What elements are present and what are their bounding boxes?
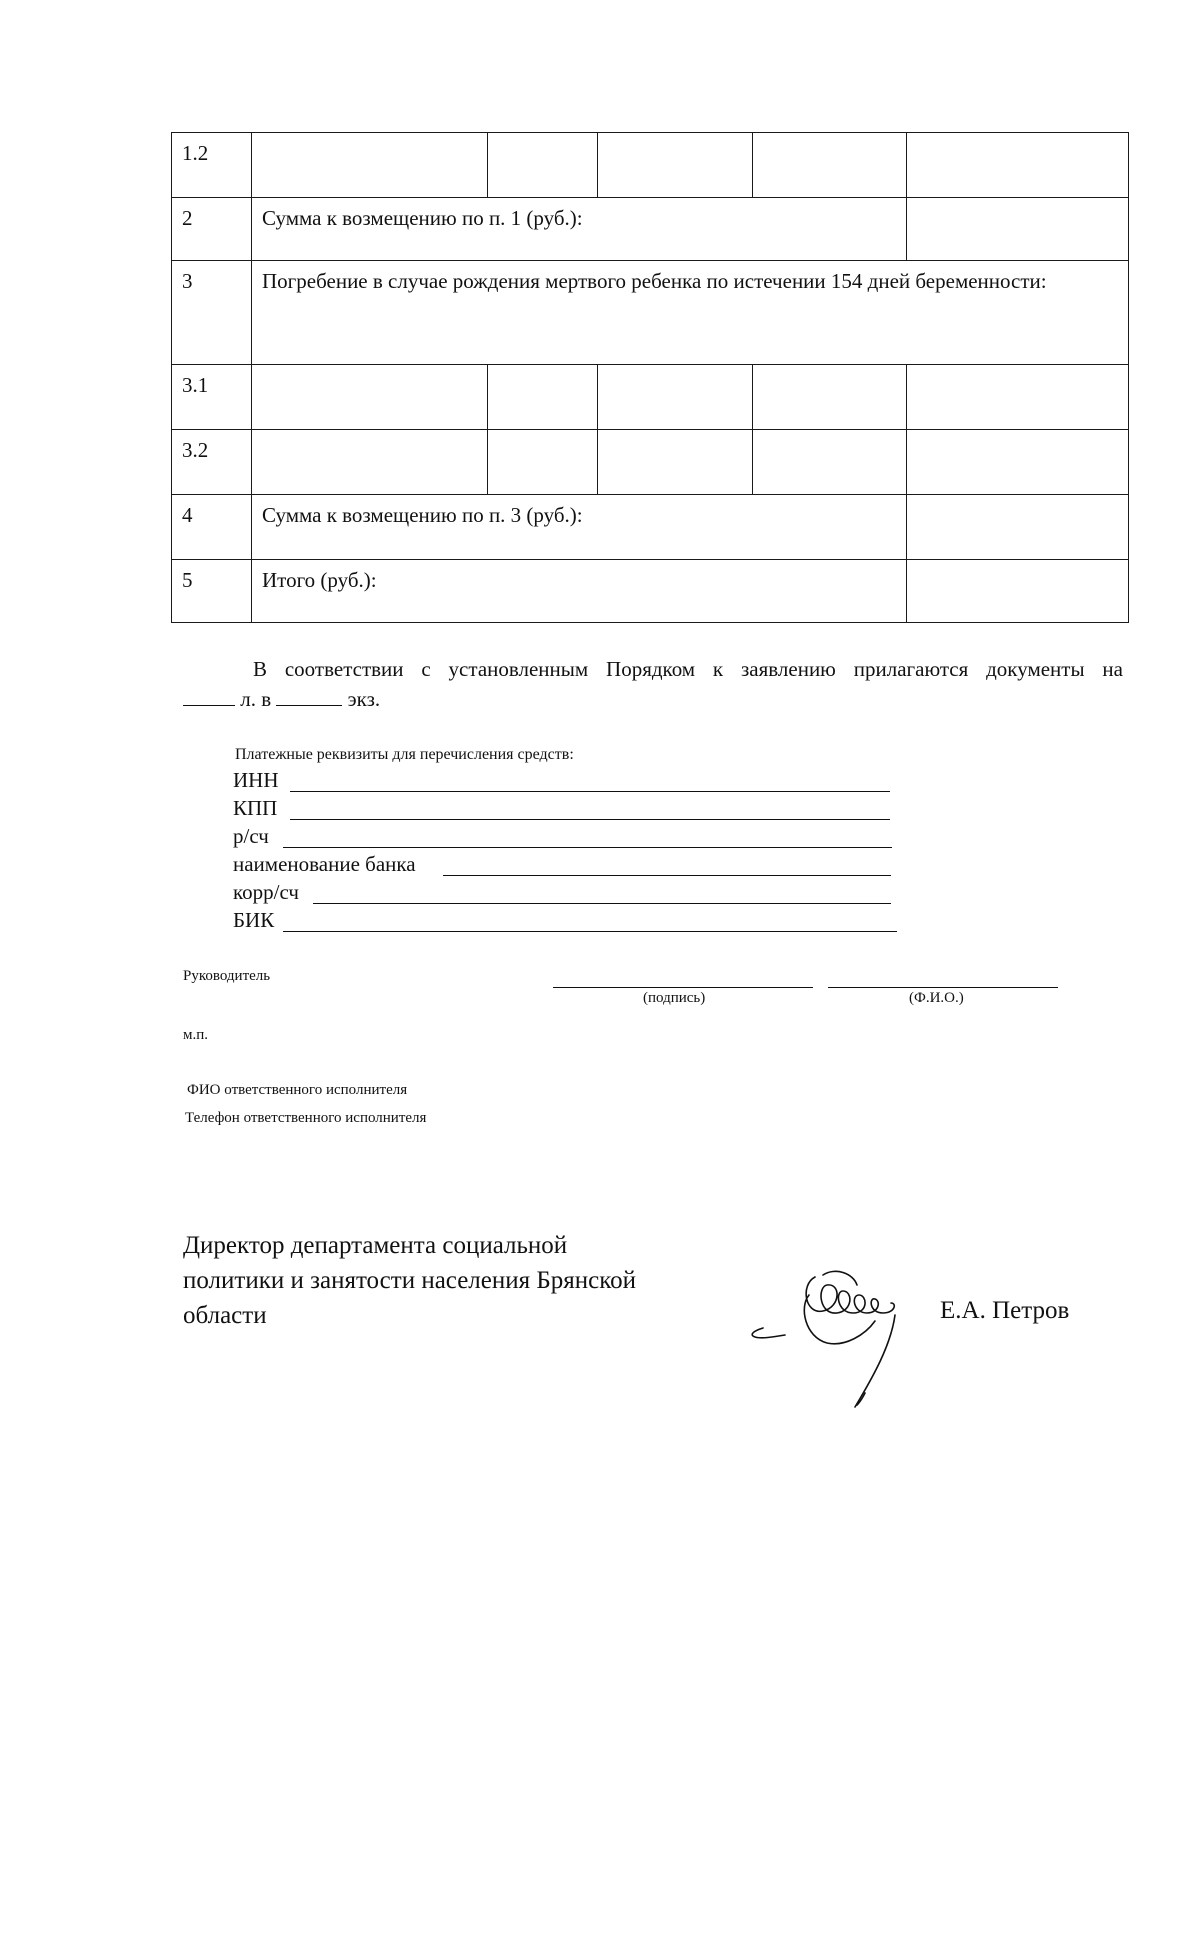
table-cell[interactable] <box>252 430 488 495</box>
head-name-field[interactable] <box>828 987 1058 988</box>
row-number: 5 <box>172 560 252 623</box>
row-description: Сумма к возмещению по п. 3 (руб.): <box>252 495 907 560</box>
table-row <box>172 198 1129 261</box>
director-title: Директор департамента социальной политики и занятости населения Брянской области <box>183 1232 636 1329</box>
bik-field[interactable] <box>283 931 897 932</box>
seal-label: м.п. <box>183 1027 209 1043</box>
table-cell[interactable] <box>907 430 1129 495</box>
signature-caption: (подпись) <box>643 990 706 1006</box>
row-description: Погребение в случае рождения мертвого ребенка по истечении 154 дней беременности: <box>252 261 1129 365</box>
table-cell[interactable] <box>252 365 488 430</box>
inn-label: ИНН <box>233 768 279 792</box>
bank-field[interactable] <box>443 875 891 876</box>
corr-account-field[interactable] <box>313 903 891 904</box>
table-row <box>172 261 1129 365</box>
table-cell[interactable] <box>753 133 907 198</box>
account-label: р/сч <box>233 824 269 848</box>
table-cell[interactable] <box>598 133 753 198</box>
row-number: 3.2 <box>172 430 252 495</box>
sheets-label: л. в <box>240 687 272 711</box>
corr-account-label: корр/сч <box>233 880 299 904</box>
table-row <box>172 430 1129 495</box>
signature-stroke <box>752 1328 785 1338</box>
reimbursement-table <box>171 132 1129 623</box>
row-number: 3.1 <box>172 365 252 430</box>
table-row <box>172 133 1129 198</box>
copies-count-field[interactable] <box>276 704 342 706</box>
director-name: Е.А. Петров <box>940 1297 1070 1324</box>
head-label: Руководитель <box>183 968 271 984</box>
kpp-label: КПП <box>233 796 278 820</box>
table-cell[interactable] <box>488 133 598 198</box>
documents-line-2 <box>183 684 1123 714</box>
row-number: 1.2 <box>172 133 252 198</box>
table-row <box>172 560 1129 623</box>
head-signature-field[interactable] <box>553 987 813 988</box>
name-caption: (Ф.И.О.) <box>909 990 964 1006</box>
table-cell[interactable] <box>488 430 598 495</box>
bank-label: наименование банка <box>233 852 416 876</box>
table-cell[interactable] <box>598 365 753 430</box>
executor-phone-label: Телефон ответственного исполнителя <box>185 1110 427 1126</box>
table-row <box>172 495 1129 560</box>
inn-field[interactable] <box>290 791 890 792</box>
table-cell[interactable] <box>488 365 598 430</box>
row-number: 2 <box>172 198 252 261</box>
payment-caption: Платежные реквизиты для перечисления средств: <box>235 746 574 763</box>
handwritten-signature <box>745 1255 945 1415</box>
row-number: 3 <box>172 261 252 365</box>
amount-cell[interactable] <box>907 560 1129 623</box>
documents-line-1: В соответствии с установленным Порядком к заявлению прилагаются документы на <box>253 657 1123 681</box>
attached-documents-statement <box>183 654 1123 714</box>
row-description: Итого (руб.): <box>252 560 907 623</box>
table-cell[interactable] <box>753 430 907 495</box>
copies-label: экз. <box>347 687 381 711</box>
row-description: Сумма к возмещению по п. 1 (руб.): <box>252 198 907 261</box>
amount-cell[interactable] <box>907 198 1129 261</box>
table-cell[interactable] <box>598 430 753 495</box>
table-cell[interactable] <box>753 365 907 430</box>
executor-name-label: ФИО ответственного исполнителя <box>187 1082 408 1098</box>
bik-label: БИК <box>233 908 275 932</box>
table-row <box>172 365 1129 430</box>
kpp-field[interactable] <box>290 819 890 820</box>
account-field[interactable] <box>283 847 892 848</box>
table-cell[interactable] <box>907 365 1129 430</box>
amount-cell[interactable] <box>907 495 1129 560</box>
sheets-count-field[interactable] <box>183 704 235 706</box>
table-cell[interactable] <box>907 133 1129 198</box>
row-number: 4 <box>172 495 252 560</box>
table-cell[interactable] <box>252 133 488 198</box>
